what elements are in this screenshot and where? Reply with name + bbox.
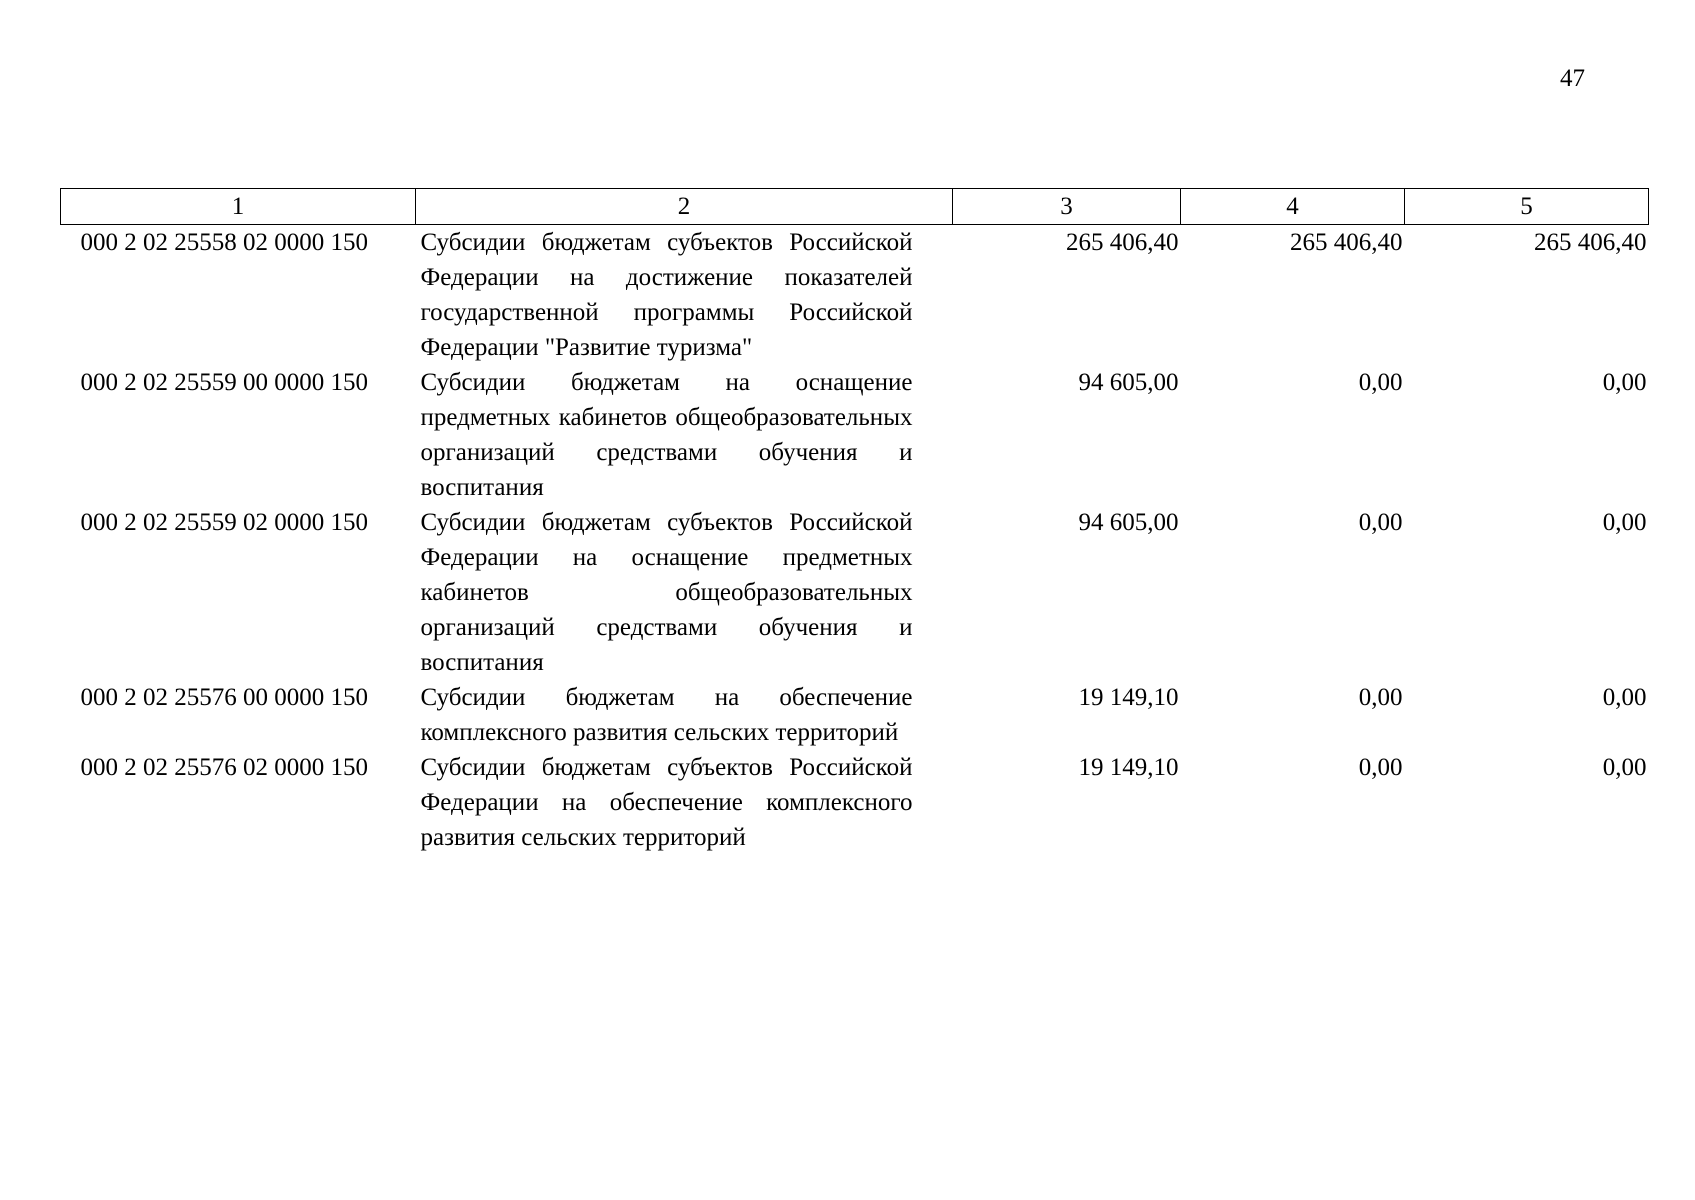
table-row bbox=[61, 505, 1649, 680]
row-code: 000 2 02 25559 02 0000 150 bbox=[80, 509, 368, 536]
row-code: 000 2 02 25558 02 0000 150 bbox=[80, 229, 368, 256]
row-code: 000 2 02 25576 02 0000 150 bbox=[80, 754, 368, 781]
header-col-3: 3 bbox=[953, 189, 1181, 225]
row-col5-value: 0,00 bbox=[1602, 509, 1647, 536]
table-row bbox=[61, 365, 1649, 505]
row-description: Субсидии бюджетам на оснащение предметных кабинетов общеобразовательных организаций средствами обучения и воспитания bbox=[420, 369, 913, 501]
header-row bbox=[61, 189, 1649, 225]
header-col-1: 1 bbox=[61, 189, 416, 225]
budget-table bbox=[60, 188, 1649, 855]
row-code: 000 2 02 25559 00 0000 150 bbox=[80, 369, 368, 396]
table-row bbox=[61, 750, 1649, 855]
row-col5-value: 0,00 bbox=[1602, 684, 1647, 711]
table-row bbox=[61, 225, 1649, 366]
row-col3-value: 19 149,10 bbox=[1078, 684, 1179, 711]
row-col3-value: 265 406,40 bbox=[1066, 229, 1179, 256]
header-col-5: 5 bbox=[1405, 189, 1649, 225]
row-description: Субсидии бюджетам субъектов Российской Федерации на обеспечение комплексного развития сельских территорий bbox=[420, 754, 913, 851]
row-col3-value: 94 605,00 bbox=[1078, 369, 1179, 396]
header-col-4: 4 bbox=[1181, 189, 1405, 225]
row-col3-value: 19 149,10 bbox=[1078, 754, 1179, 781]
table-row bbox=[61, 680, 1649, 750]
row-description: Субсидии бюджетам на обеспечение комплексного развития сельских территорий bbox=[420, 684, 913, 746]
row-col4-value: 0,00 bbox=[1358, 754, 1403, 781]
row-col5-value: 265 406,40 bbox=[1534, 229, 1647, 256]
row-col5-value: 0,00 bbox=[1602, 369, 1647, 396]
row-col4-value: 0,00 bbox=[1358, 684, 1403, 711]
row-code: 000 2 02 25576 00 0000 150 bbox=[80, 684, 368, 711]
row-col4-value: 0,00 bbox=[1358, 369, 1403, 396]
row-col4-value: 265 406,40 bbox=[1290, 229, 1403, 256]
row-description: Субсидии бюджетам субъектов Российской Федерации на достижение показателей государственной программы Российской Федерации "Развитие туризма" bbox=[420, 229, 913, 361]
page-number: 47 bbox=[1560, 65, 1585, 92]
row-description: Субсидии бюджетам субъектов Российской Федерации на оснащение предметных кабинетов общеобразовательных организаций средствами обучения и воспитания bbox=[420, 509, 913, 676]
table-body bbox=[61, 225, 1649, 856]
row-col3-value: 94 605,00 bbox=[1078, 509, 1179, 536]
row-col4-value: 0,00 bbox=[1358, 509, 1403, 536]
row-col5-value: 0,00 bbox=[1602, 754, 1647, 781]
header-col-2: 2 bbox=[416, 189, 953, 225]
table-header bbox=[61, 189, 1649, 225]
